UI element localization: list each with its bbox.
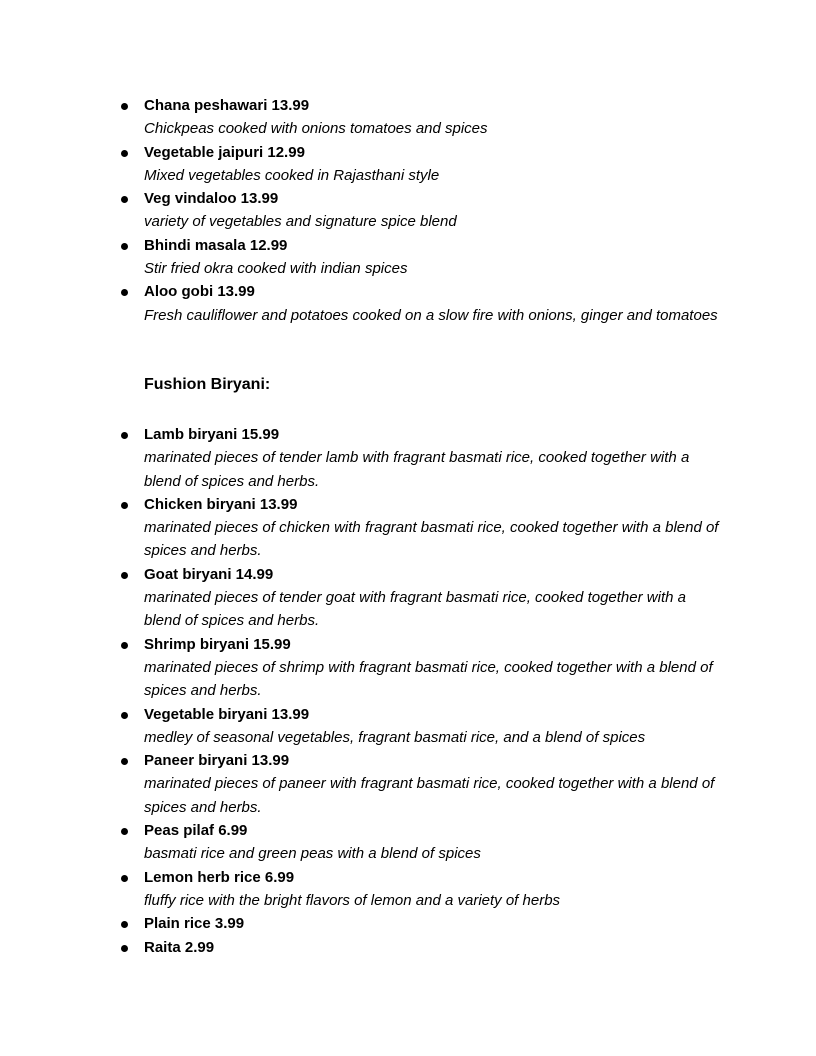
item-name: Peas pilaf 6.99 — [144, 822, 248, 840]
menu-item — [0, 141, 816, 188]
bullet-icon — [121, 103, 128, 110]
item-description: marinated pieces of chicken with fragrant basmati rice, cooked together with a blend of spices and herbs. — [144, 519, 719, 560]
item-name: Bhindi masala 12.99 — [144, 236, 288, 254]
section-heading: Fushion Biryani: — [144, 376, 271, 393]
item-name: Lemon herb rice 6.99 — [144, 868, 295, 886]
biryani-list — [0, 423, 816, 959]
bullet-icon — [121, 921, 128, 928]
bullet-icon — [121, 828, 128, 835]
bullet-icon — [121, 432, 128, 439]
item-name: Aloo gobi 13.99 — [144, 283, 255, 301]
bullet-icon — [121, 642, 128, 649]
bullet-icon — [121, 243, 128, 250]
item-description: medley of seasonal vegetables, fragrant basmati rice, and a blend of spices — [144, 728, 646, 746]
item-description: Fresh cauliflower and potatoes cooked on a slow fire with onions, ginger and tomatoes — [144, 306, 718, 324]
item-description: marinated pieces of tender lamb with fragrant basmati rice, cooked together with a blend of spices and herbs. — [144, 449, 690, 490]
menu-item — [0, 280, 816, 327]
bullet-icon — [121, 150, 128, 157]
item-name: Chicken biryani 13.99 — [144, 495, 298, 513]
item-description: marinated pieces of paneer with fragrant basmati rice, cooked together with a blend of spices and herbs. — [144, 775, 715, 816]
bullet-icon — [121, 945, 128, 952]
item-name: Vegetable jaipuri 12.99 — [144, 143, 305, 161]
menu-item — [0, 749, 816, 819]
item-name: Shrimp biryani 15.99 — [144, 635, 291, 653]
menu-item — [0, 493, 816, 563]
menu-item — [0, 94, 816, 141]
bullet-icon — [121, 196, 128, 203]
menu-item — [0, 936, 816, 959]
item-name: Goat biryani 14.99 — [144, 565, 274, 583]
item-description: marinated pieces of tender goat with fragrant basmati rice, cooked together with a blend of spices and herbs. — [144, 589, 686, 630]
menu-item — [0, 866, 816, 913]
menu-item — [0, 423, 816, 493]
bullet-icon — [121, 758, 128, 765]
item-description: marinated pieces of shrimp with fragrant basmati rice, cooked together with a blend of spices and herbs. — [144, 658, 713, 700]
bullet-icon — [121, 289, 128, 296]
item-description: basmati rice and green peas with a blend of spices — [144, 845, 481, 863]
menu-item — [0, 633, 816, 703]
bullet-icon — [121, 712, 128, 719]
bullet-icon — [121, 875, 128, 882]
item-description: Mixed vegetables cooked in Rajasthani style — [144, 166, 440, 184]
menu-item — [0, 187, 816, 234]
item-description: Stir fried okra cooked with indian spices — [144, 260, 408, 278]
bullet-icon — [121, 572, 128, 579]
item-name: Veg vindaloo 13.99 — [144, 190, 279, 208]
item-description: variety of vegetables and signature spice blend — [144, 213, 457, 231]
item-description: Chickpeas cooked with onions tomatoes and spices — [144, 120, 488, 138]
item-name: Raita 2.99 — [144, 938, 215, 956]
menu-item — [0, 563, 816, 633]
menu-item — [0, 703, 816, 750]
item-name: Vegetable biryani 13.99 — [144, 705, 310, 723]
menu-item — [0, 234, 816, 281]
item-name: Chana peshawari 13.99 — [144, 97, 310, 114]
item-description: fluffy rice with the bright flavors of lemon and a variety of herbs — [144, 891, 561, 909]
bullet-icon — [121, 502, 128, 509]
veg-curry-list — [0, 94, 816, 327]
item-name: Plain rice 3.99 — [144, 915, 245, 933]
menu-item — [0, 819, 816, 866]
item-name: Paneer biryani 13.99 — [144, 752, 290, 770]
menu-item — [0, 912, 816, 935]
item-name: Lamb biryani 15.99 — [144, 426, 280, 443]
